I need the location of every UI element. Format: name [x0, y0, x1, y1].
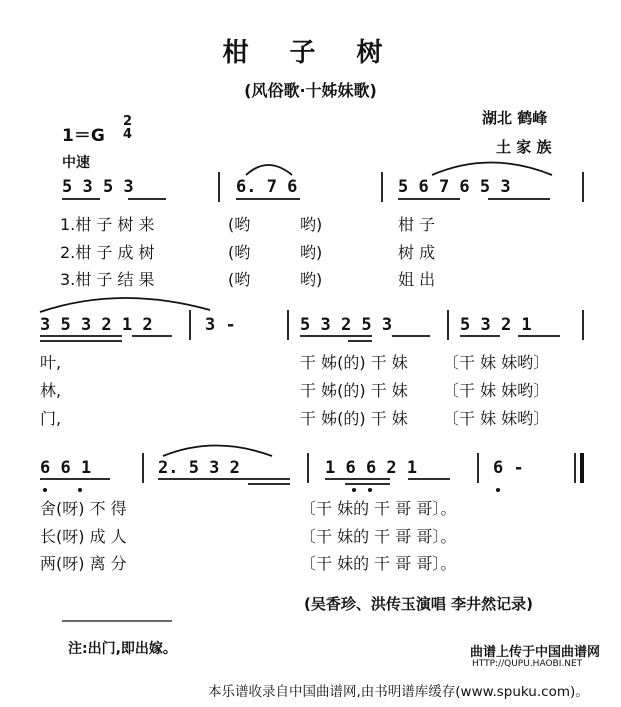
s3-lyric-1a: 舍(呀) 不 得 [40, 499, 127, 518]
s2-lyric-2c: 〔干 妹 妹哟〕 [443, 381, 550, 400]
tempo-marking: 中速 [62, 155, 90, 171]
s2-measure-3: 5 3 2 5 3 [300, 315, 393, 335]
s1-lyric-1b: (哟 [228, 215, 251, 234]
s2-lyric-2a: 林, [40, 381, 62, 400]
s2-lyric-3a: 门, [40, 409, 62, 428]
song-title: 柑 子 树 [222, 38, 399, 68]
octave-dot [78, 488, 82, 492]
s3-measure-1: 6 6 1 [40, 458, 92, 478]
s1-lyric-2b: (哟 [228, 243, 251, 262]
s3-measure-3: 1 6 6 2 1 [325, 458, 418, 478]
octave-dot [43, 488, 47, 492]
s1-lyric-2d: 树 成 [398, 243, 436, 262]
s2-lyric-2b: 干 姊(的) 干 妹 [300, 381, 408, 400]
s3-measure-2: 2. 5 3 2 [158, 458, 240, 478]
s2-measure-4: 5 3 2 1 [460, 315, 532, 335]
s1-lyric-1a: 1.柑 子 树 来 [60, 215, 155, 234]
s2-lyric-1b: 干 姊(的) 干 妹 [300, 353, 408, 372]
region-ethnicity: 土 家 族 [496, 138, 552, 156]
footnote: 注:出门,即出嫁。 [68, 641, 177, 657]
time-sig-bottom: 4 [123, 127, 133, 142]
performer-credit: (吴香珍、洪传玉演唱 李井然记录) [304, 595, 533, 613]
s2-lyric-1c: 〔干 妹 妹哟〕 [443, 353, 550, 372]
s3-measure-4: 6 - [493, 458, 524, 478]
watermark-url: HTTP://QUPU.HAOBI.NET [472, 659, 583, 669]
slur [40, 298, 210, 312]
s1-measure-1: 5 3 5 3 [62, 177, 134, 197]
s3-lyric-2b: 〔干 妹的 干 哥 哥〕。 [300, 527, 457, 546]
slur [163, 446, 272, 457]
octave-dot [352, 488, 356, 492]
key-signature: 1＝G [62, 126, 105, 146]
s2-lyric-3b: 干 姊(的) 干 妹 [300, 409, 408, 428]
s2-lyric-1a: 叶, [40, 353, 62, 372]
s3-lyric-2a: 长(呀) 成 人 [40, 527, 127, 546]
s1-lyric-3c: 哟) [300, 270, 323, 289]
song-subtitle: (风俗歌·十姊妹歌) [244, 81, 377, 100]
s1-lyric-2a: 2.柑 子 成 树 [60, 243, 155, 262]
s1-lyric-3b: (哟 [228, 270, 251, 289]
s1-lyric-1c: 哟) [300, 215, 323, 234]
slur [432, 163, 552, 176]
s1-lyric-3a: 3.柑 子 结 果 [60, 270, 155, 289]
slur [246, 165, 292, 175]
s2-measure-1: 3 5 3 2 1 2 [40, 315, 153, 335]
s2-measure-2: 3 - [205, 315, 236, 335]
s3-lyric-3b: 〔干 妹的 干 哥 哥〕。 [300, 554, 457, 573]
s2-lyric-3c: 〔干 妹 妹哟〕 [443, 409, 550, 428]
octave-dot [496, 488, 500, 492]
s1-measure-2: 6. 7 6 [236, 177, 298, 197]
time-sig-top: 2 [123, 114, 133, 129]
s3-lyric-1b: 〔干 妹的 干 哥 哥〕。 [300, 499, 457, 518]
s1-lyric-1d: 柑 子 [398, 215, 436, 234]
octave-dot [368, 488, 372, 492]
watermark-site: 曲谱上传于中国曲谱网 [470, 645, 601, 660]
footer-source: 本乐谱收录自中国曲谱网,由书明谱库缓存(www.spuku.com)。 [208, 684, 589, 700]
region-origin: 湖北 鹤峰 [482, 109, 548, 127]
s1-lyric-3d: 姐 出 [398, 270, 436, 289]
s3-lyric-3a: 两(呀) 离 分 [40, 554, 127, 573]
s1-measure-3: 5 6 7 6 5 3 [398, 177, 511, 197]
s1-lyric-2c: 哟) [300, 243, 323, 262]
